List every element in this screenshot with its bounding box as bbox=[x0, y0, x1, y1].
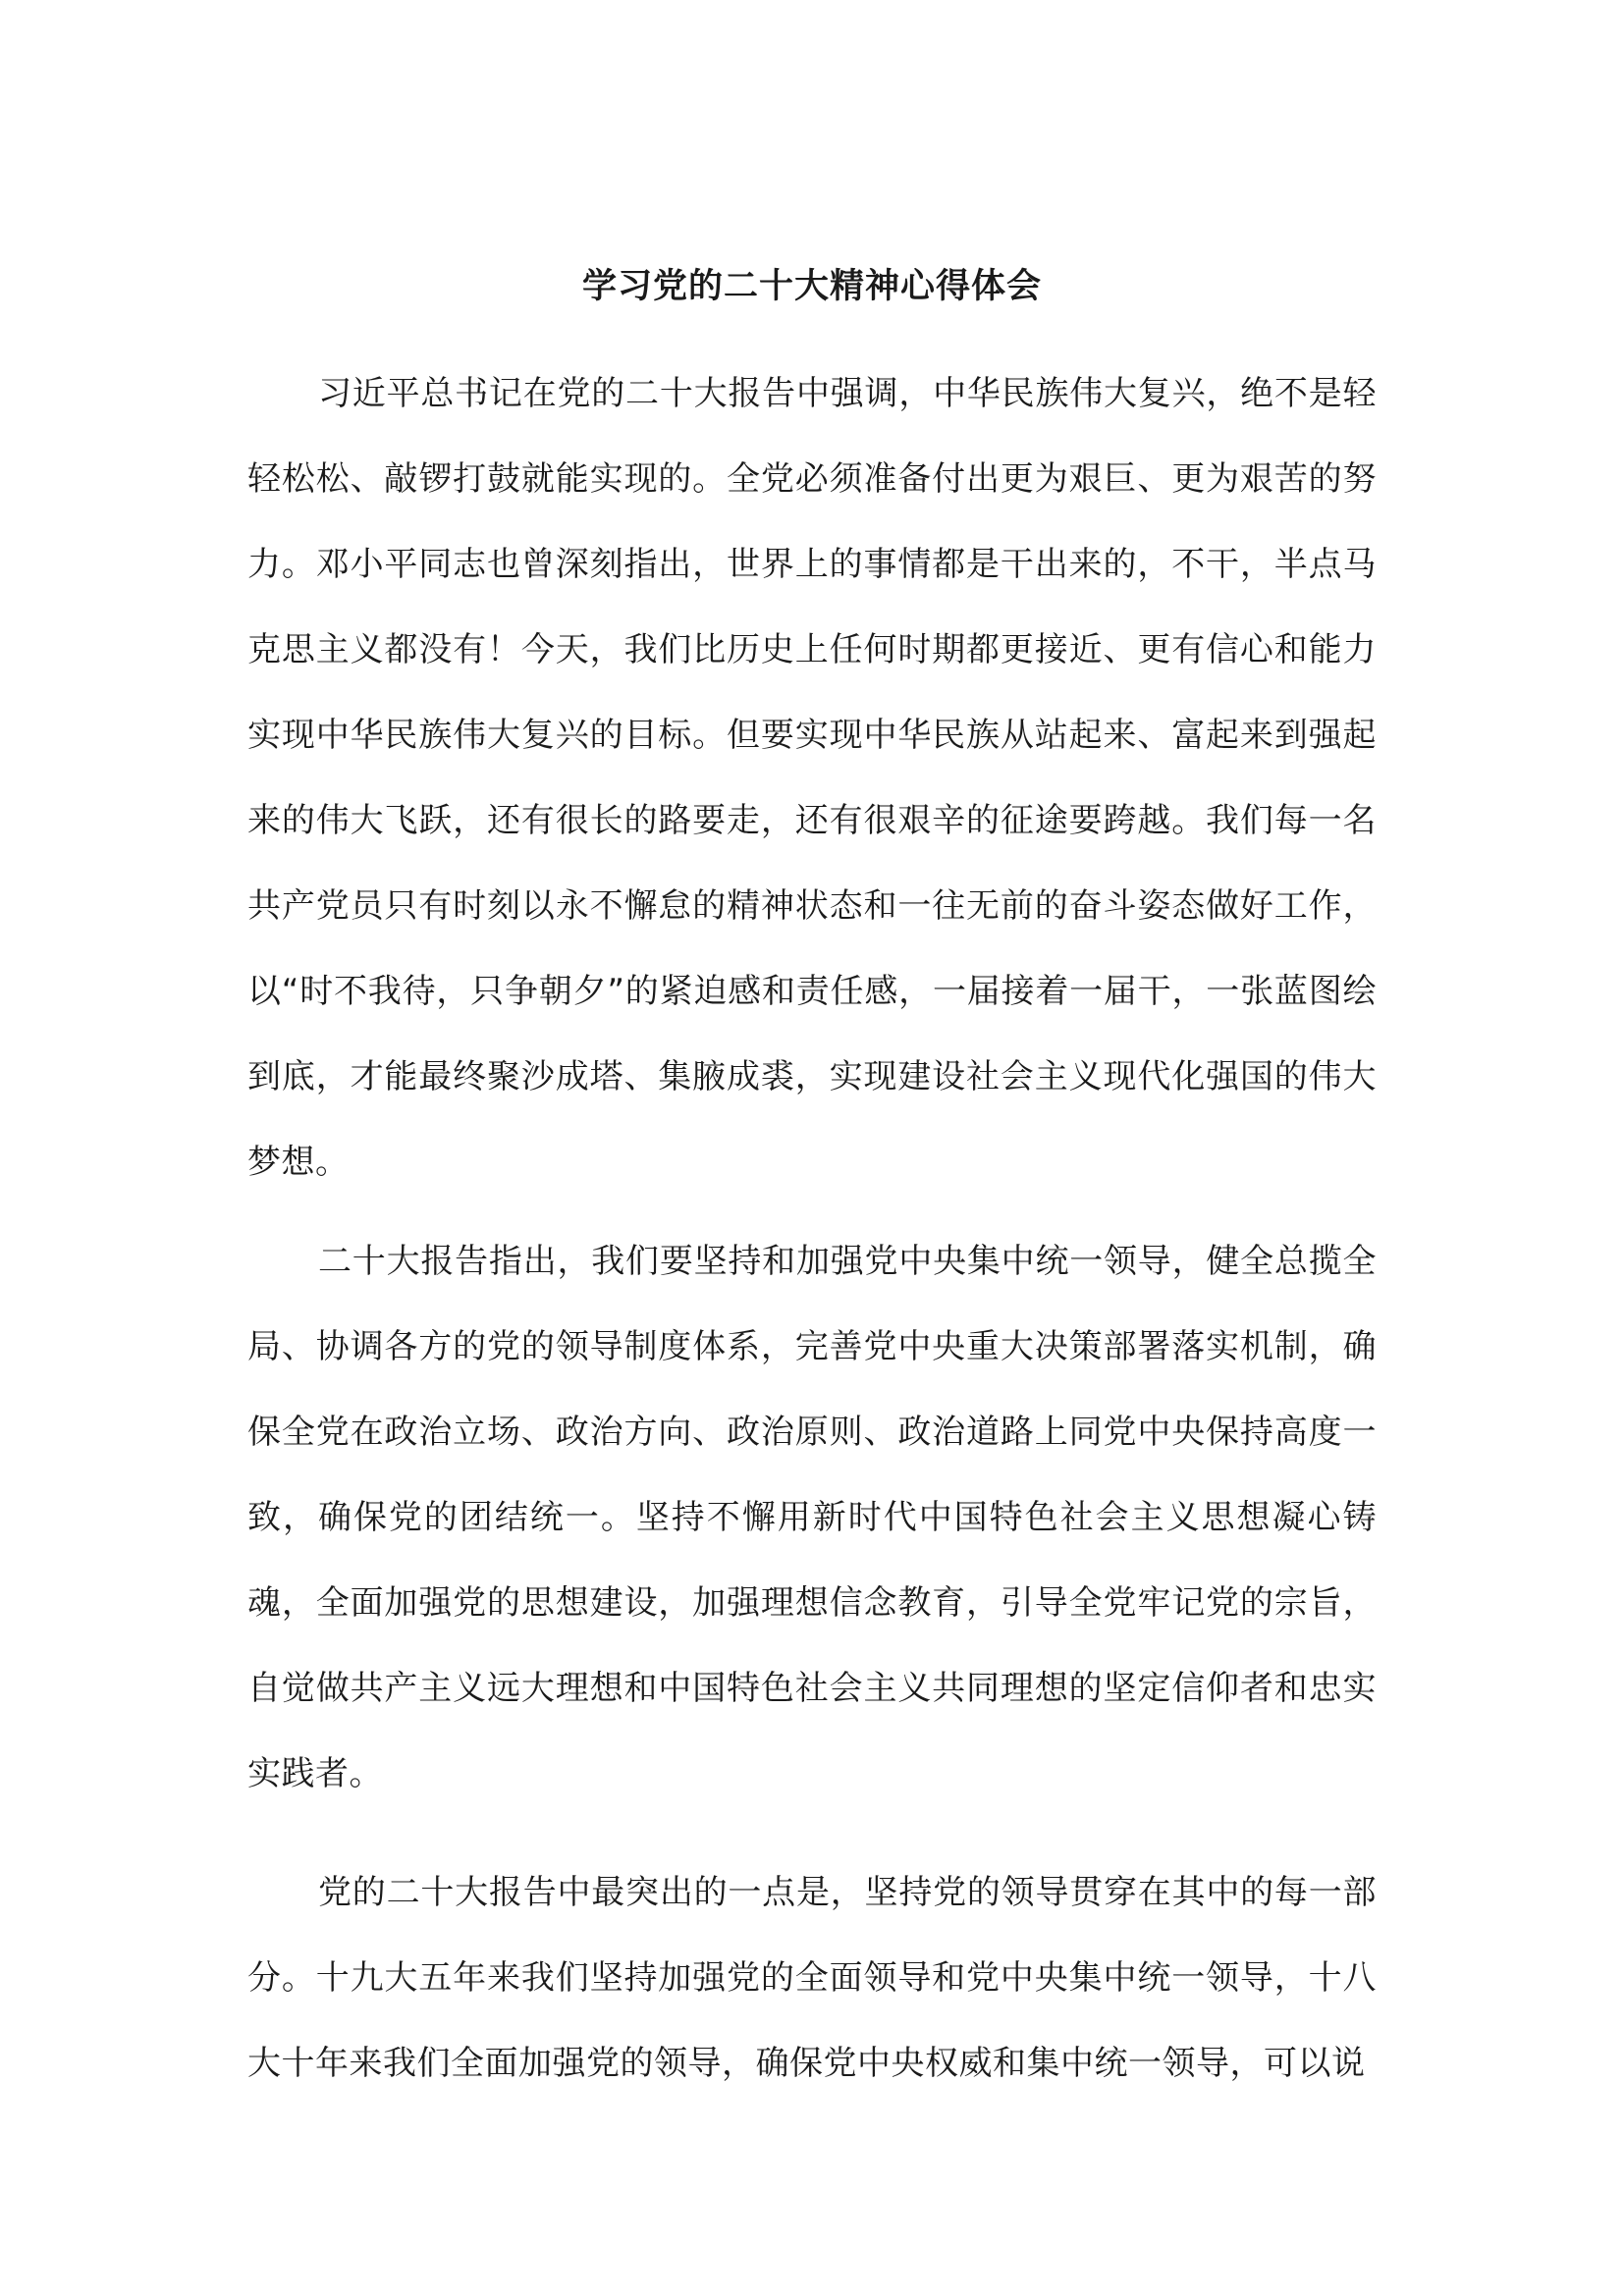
paragraph-3: 党的二十大报告中最突出的一点是，坚持党的领导贯穿在其中的每一部分。十九大五年来我们坚持加强党的全面领导和党中央集中统一领导，十八大十年来我们全面加强党的领导，确保党中央权威和集中统一领导，可以说 bbox=[247, 1873, 1377, 2083]
document-title: 学习党的二十大精神心得体会 bbox=[581, 267, 1042, 306]
paragraph-1: 习近平总书记在党的二十大报告中强调，中华民族伟大复兴，绝不是轻轻松松、敲锣打鼓就能实现的。全党必须准备付出更为艰巨、更为艰苦的努力。邓小平同志也曾深刻指出，世界上的事情都是干出来的，不干，半点马克思主义都没有！今天，我们比历史上任何时期都更接近、更有信心和能力实现中华民族伟大复兴的目标。但要实现中华民族从站起来、富起来到强起来的伟大飞跃，还有很长的路要走，还有很艰辛的征途要跨越。我们每一名共产党员只有时刻以永不懈怠的精神状态和一往无前的奋斗姿态做好工作，以“时不我待，只争朝夕”的紧迫感和责任感，一届接着一届干，一张蓝图绘到底，才能最终聚沙成塔、集腋成裘，实现建设社会主义现代化强国的伟大梦想。 bbox=[247, 374, 1377, 1182]
paragraph-2: 二十大报告指出，我们要坚持和加强党中央集中统一领导，健全总揽全局、协调各方的党的领导制度体系，完善党中央重大决策部署落实机制，确保全党在政治立场、政治方向、政治原则、政治道路上同党中央保持高度一致，确保党的团结统一。坚持不懈用新时代中国特色社会主义思想凝心铸魂，全面加强党的思想建设，加强理想信念教育，引导全党牢记党的宗旨，自觉做共产主义远大理想和中国特色社会主义共同理想的坚定信仰者和忠实实践者。 bbox=[247, 1242, 1377, 1793]
